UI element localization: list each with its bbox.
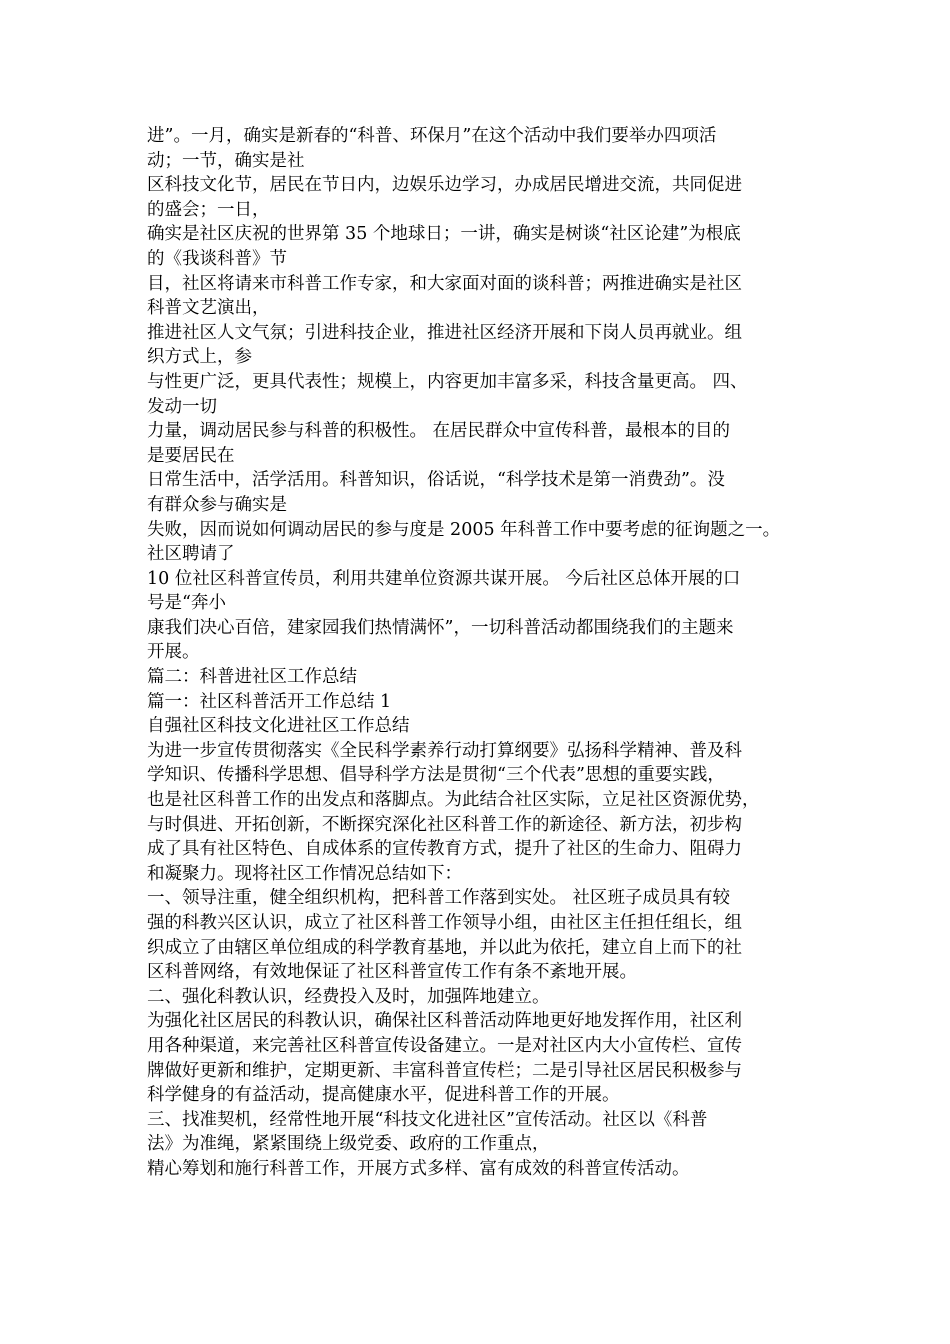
text-line: 10 位社区科普宣传员，利用共建单位资源共谋开展。 今后社区总体开展的口 <box>147 568 741 589</box>
text-line: 三、找准契机，经常性地开展“科技文化进社区”宣传活动。社区以《科普 <box>147 1109 708 1130</box>
section-heading: 篇一：社区科普活开工作总结 1 <box>147 691 392 712</box>
text-line: 与性更广泛，更具代表性；规模上，内容更加丰富多采，科技含量更高。 四、 <box>147 371 748 392</box>
text-line: 织成立了由辖区单位组成的科学教育基地，并以此为依托，建立自上而下的社 <box>147 937 742 958</box>
text-line: 的盛会；一日， <box>147 199 270 220</box>
text-line: 和凝聚力。现将社区工作情况总结如下： <box>147 863 462 884</box>
text-line: 科学健身的有益活动，提高健康水平，促进科普工作的开展。 <box>147 1085 620 1106</box>
text-line: 织方式上，参 <box>147 347 252 368</box>
section-heading: 篇二：科普进社区工作总结 <box>147 667 357 688</box>
text-line: 学知识、传播科学思想、倡导科学方法是贯彻“三个代表”思想的重要实践， <box>147 765 725 786</box>
text-line: 区科普网络，有效地保证了社区科普宣传工作有条不紊地开展。 <box>147 962 637 983</box>
text-line: 进”。一月，确实是新春的“科普、环保月”在这个活动中我们要举办四项活 <box>147 126 717 146</box>
text-line: 也是社区科普工作的出发点和落脚点。为此结合社区实际，立足社区资源优势， <box>147 790 760 811</box>
text-line: 发动一切 <box>147 396 217 417</box>
text-line: 的《我谈科普》节 <box>147 248 287 269</box>
text-line: 推进社区人文气氛；引进科技企业，推进社区经济开展和下岗人员再就业。组 <box>147 322 742 343</box>
text-line: 开展。 <box>147 642 200 663</box>
text-line: 牌做好更新和维护，定期更新、丰富科普宣传栏；二是引导社区居民积极参与 <box>147 1060 742 1081</box>
text-line: 动；一节，确实是社 <box>147 150 305 171</box>
text-line: 为进一步宣传贯彻落实《全民科学素养行动打算纲要》弘扬科学精神、普及科 <box>147 740 742 761</box>
text-line: 康我们决心百倍，建家园我们热情满怀”，一切科普活动都围绕我们的主题来 <box>147 617 734 638</box>
text-line: 成了具有社区特色、自成体系的宣传教育方式，提升了社区的生命力、阻碍力 <box>147 839 742 860</box>
text-line: 科普文艺演出， <box>147 298 270 319</box>
text-line: 强的科教兴区认识，成立了社区科普工作领导小组，由社区主任担任组长，组 <box>147 913 742 933</box>
text-line: 社区聘请了 <box>147 544 235 565</box>
text-line: 力量，调动居民参与科普的积极性。 在居民群众中宣传科普，最根本的目的 <box>147 421 731 442</box>
text-line: 与时俱进、开拓创新，不断探究深化社区科普工作的新途径、新方法，初步构 <box>147 814 742 835</box>
section-title: 自强社区科技文化进社区工作总结 <box>147 716 410 737</box>
text-line: 是要居民在 <box>147 445 235 466</box>
text-line: 失败，因而说如何调动居民的参与度是 2005 年科普工作中要考虑的征询题之一。 <box>147 519 781 540</box>
text-line: 区科技文化节，居民在节日内，边娱乐边学习，办成居民增进交流，共同促进 <box>147 175 742 196</box>
text-line: 一、领导注重，健全组织机构，把科普工作落到实处。 社区班子成员具有较 <box>147 888 731 909</box>
text-line: 确实是社区庆祝的世界第 35 个地球日；一讲，确实是树谈“社区论建”为根底 <box>147 224 741 245</box>
text-line: 目，社区将请来市科普工作专家，和大家面对面的谈科普；两推进确实是社区 <box>147 273 742 294</box>
text-line: 二、强化科教认识，经费投入及时，加强阵地建立。 <box>147 986 550 1007</box>
text-line: 精心筹划和施行科普工作，开展方式多样、富有成效的科普宣传活动。 <box>147 1158 690 1179</box>
document-body <box>147 124 827 1182</box>
text-line: 为强化社区居民的科教认识，确保社区科普活动阵地更好地发挥作用，社区利 <box>147 1011 742 1032</box>
text-line: 有群众参与确实是 <box>147 494 287 515</box>
text-line: 法》为准绳，紧紧围绕上级党委、政府的工作重点， <box>147 1134 550 1155</box>
text-line: 用各种渠道，来完善社区科普宣传设备建立。一是对社区内大小宣传栏、宣传 <box>147 1035 742 1056</box>
text-line: 日常生活中，活学活用。科普知识，俗话说，“科学技术是第一消费劲”。没 <box>147 470 725 491</box>
text-line: 号是“奔小 <box>147 593 226 614</box>
